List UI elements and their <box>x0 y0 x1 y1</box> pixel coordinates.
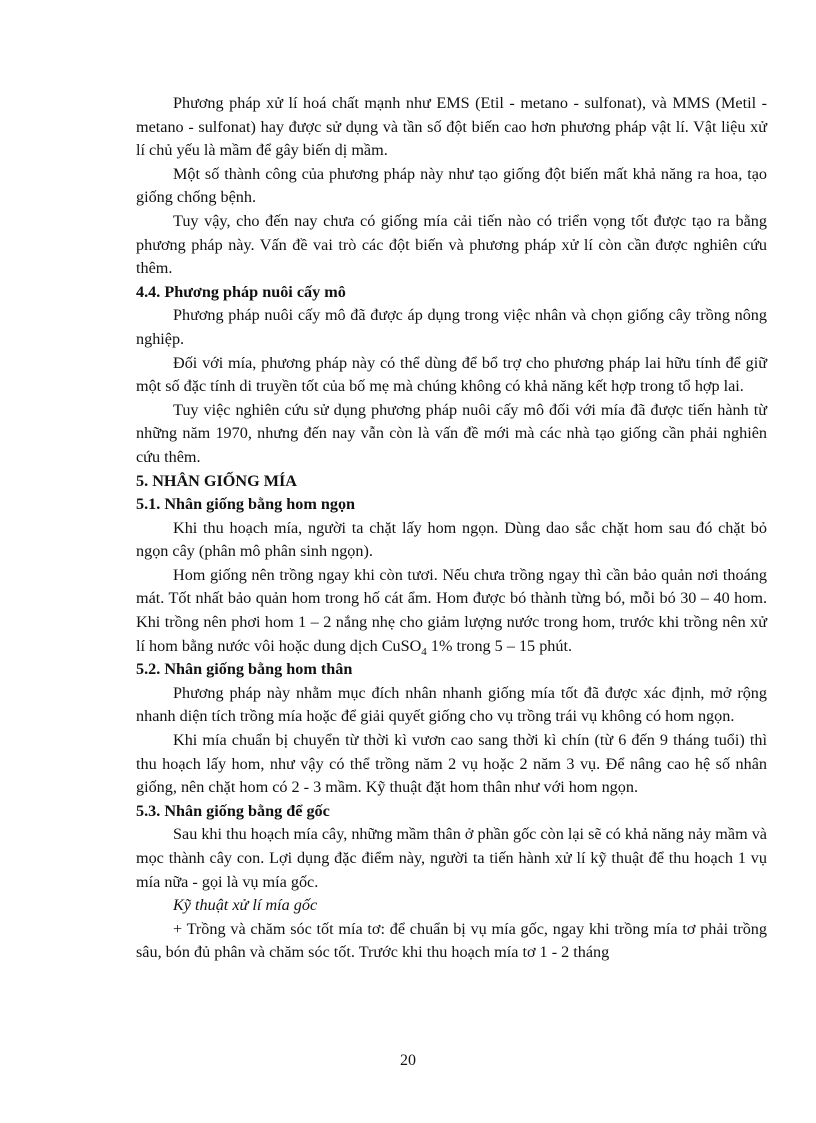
paragraph: + Trồng và chăm sóc tốt mía tơ: để chuẩn bị vụ mía gốc, ngay khi trồng mía tơ phải trồng sâu, bón đủ phân và chăm sóc tốt. Trước khi thu hoạch mía tơ 1 - 2 tháng <box>136 919 767 962</box>
subscript: 4 <box>421 645 427 658</box>
paragraph: Phương pháp xử lí hoá chất mạnh như EMS (Etil - metano - sulfonat), và MMS (Metil - metano - sulfonat) hay được sử dụng và tần số đột biến cao hơn phương pháp vật lí. Vật liệu xử lí chủ yếu là mầm để gây biến dị mầm. <box>136 94 767 160</box>
page-number: 20 <box>400 1052 416 1069</box>
paragraph-text: Hom giống nên trồng ngay khi còn tươi. Nếu chưa trồng ngay thì cần bảo quản nơi thoáng mát. Tốt nhất bảo quản hom trong hố cát ẩm. Hom được bó thành từng bó, mỗi bó 30 – 40 hom. Khi trồng nên phơi hom 1 – 2 nắng nhẹ cho giảm lượng nước trong hom, trước khi trồng nên xử lí hom bằng nước vôi hoặc dung dịch CuSO <box>136 565 767 655</box>
paragraph: Tuy vậy, cho đến nay chưa có giống mía cải tiến nào có triển vọng tốt được tạo ra bằng phương pháp này. Vấn đề vai trò các đột biến và phương pháp xử lí còn cần được nghiên cứu thêm. <box>136 211 767 278</box>
paragraph: Phương pháp này nhằm mục đích nhân nhanh giống mía tốt đã được xác định, mở rộng nhanh diện tích trồng mía hoặc để giải quyết giống cho vụ trồng trái vụ không có hom ngọn. <box>136 683 767 726</box>
paragraph: Đối với mía, phương pháp này có thể dùng để bổ trợ cho phương pháp lai hữu tính để giữ một số đặc tính di truyền tốt của bố mẹ mà chúng không có khả năng kết hợp trong tổ hợp lai. <box>136 353 767 396</box>
paragraph: Tuy việc nghiên cứu sử dụng phương pháp nuôi cấy mô đối với mía đã được tiến hành từ những năm 1970, nhưng đến nay vẫn còn là vấn đề mới mà các nhà tạo giống cần phải nghiên cứu thêm. <box>136 400 767 466</box>
section-heading-5-3: 5.3. Nhân giống bằng để gốc <box>136 801 330 820</box>
section-heading-5-2: 5.2. Nhân giống bằng hom thân <box>136 660 353 679</box>
paragraph-text: 1% trong 5 – 15 phút. <box>426 636 573 655</box>
section-heading-5-1: 5.1. Nhân giống bằng hom ngọn <box>136 495 356 514</box>
page-body <box>136 92 767 965</box>
paragraph: Khi mía chuẩn bị chuyển từ thời kì vươn cao sang thời kì chín (từ 6 đến 9 tháng tuổi) thì thu hoạch lấy hom, như vậy có thể trồng năm 2 vụ hoặc 2 năm 3 vụ. Để nâng cao hệ số nhân giống, nên chặt hom có 2 - 3 mầm. Kỹ thuật đặt hom thân như với hom ngọn. <box>136 731 767 797</box>
paragraph <box>136 564 767 658</box>
section-heading-4-4: 4.4. Phương pháp nuôi cấy mô <box>136 282 346 301</box>
italic-subheading: Kỹ thuật xử lí mía gốc <box>173 896 318 915</box>
paragraph: Một số thành công của phương pháp này như tạo giống đột biến mất khả năng ra hoa, tạo giống chống bệnh. <box>136 164 767 207</box>
paragraph: Khi thu hoạch mía, người ta chặt lấy hom ngọn. Dùng dao sắc chặt hom sau đó chặt bỏ ngọn cây (phân mô phân sinh ngọn). <box>136 518 767 561</box>
section-heading-5: 5. NHÂN GIỐNG MÍA <box>136 471 297 490</box>
paragraph: Phương pháp nuôi cấy mô đã được áp dụng trong việc nhân và chọn giống cây trồng nông nghiệp. <box>136 306 767 348</box>
paragraph: Sau khi thu hoạch mía cây, những mầm thân ở phần gốc còn lại sẽ có khả năng nảy mầm và mọc thành cây con. Lợi dụng đặc điểm này, người ta tiến hành xử lí kỹ thuật để thu hoạch 1 vụ mía nữa - gọi là vụ mía gốc. <box>136 825 767 891</box>
